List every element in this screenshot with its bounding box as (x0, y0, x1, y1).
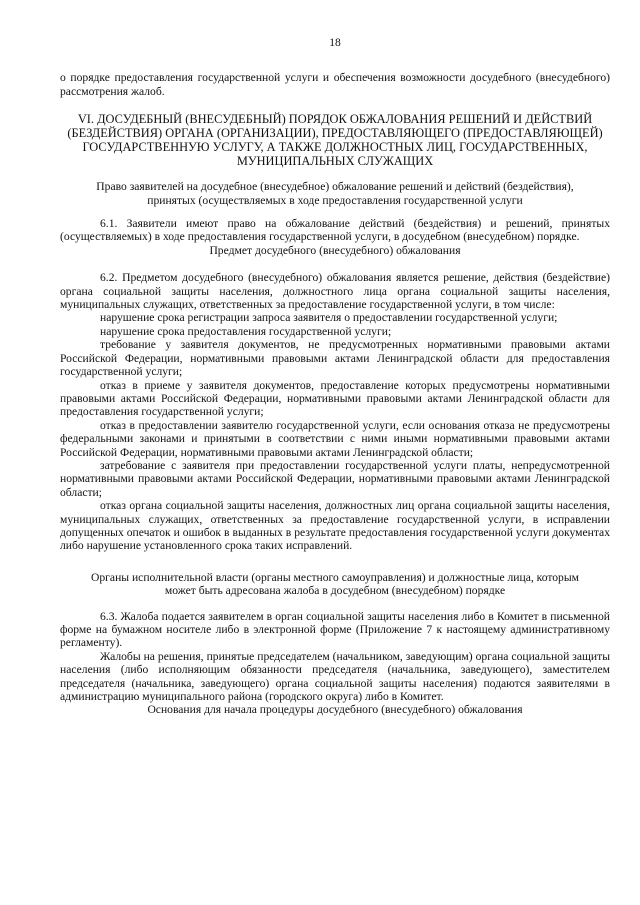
paragraph-6-1: 6.1. Заявители имеют право на обжалование действий (бездействия) и решений, принятых (осуществляемых) в ходе предоставления государственной услуги, в досудебном (внесудебном) порядке. (60, 217, 610, 244)
list-item: отказ в приеме у заявителя документов, предоставление которых предусмотрены нормативными правовыми актами Российской Федерации, нормативными правовыми актами Ленинградской области для предоставления государственной услуги; (60, 378, 610, 419)
page-number: 18 (329, 36, 341, 49)
subheading-appeal-bodies: Органы исполнительной власти (органы местного самоуправления) и должностные лица, которым может быть адресована жалоба в досудебном (внесудебном) порядке (91, 570, 579, 598)
section-title: VI. ДОСУДЕБНЫЙ (ВНЕСУДЕБНЫЙ) ПОРЯДОК ОБЖАЛОВАНИЯ РЕШЕНИЙ И ДЕЙСТВИЙ (БЕЗДЕЙСТВИЯ) ОРГАНА (ОРГАНИЗАЦИИ), ПРЕДОСТАВЛЯЮЩЕГО (ПРЕДОСТАВЛЯЮЩЕЙ) ГОСУДАРСТВЕННУЮ УСЛУГУ, А ТАКЖЕ ДОЛЖНОСТНЫХ ЛИЦ, ГОСУДАРСТВЕННЫХ, МУНИЦИПАЛЬНЫХ СЛУЖАЩИХ (67, 112, 603, 169)
list-item: отказ в предоставлении заявителю государственной услуги, если основания отказа не предусмотрены федеральными законами и принятыми в соответствии с ними иными нормативными правовыми актами Российской Федерации, нормативными правовыми актами Ленинградской области; (60, 418, 610, 459)
subheading-appeal-right: Право заявителей на досудебное (внесудебное) обжалование решений и действий (бездействия), принятых (осуществляемых в ходе предоставления государственной услуги (96, 180, 574, 207)
subheading-appeal-grounds: Основания для начала процедуры досудебного (внесудебного) обжалования (147, 703, 523, 717)
list-item: нарушение срока регистрации запроса заявителя о предоставлении государственной услуги; (100, 311, 558, 325)
paragraph-6-3: 6.3. Жалоба подается заявителем в орган социальной защиты населения либо в Комитет в письменной форме на бумажном носителе либо в электронной форме (Приложение 7 к настоящему административному регламенту). (60, 609, 610, 650)
paragraph-complaints: Жалобы на решения, принятые председателем (начальником, заведующим) органа социальной защиты населения (либо исполняющим обязанности председателя (начальника, заведующего), заместителем председателя (начальника, заведующего) органа социальной защиты населения) подаются заявителями в администрацию муниципального района (городского округа) либо в Комитет. (60, 649, 610, 704)
list-item: требование у заявителя документов, не предусмотренных нормативными правовыми актами Российской Федерации, нормативными правовыми актами Ленинградской области для предоставления государственной услуги; (60, 338, 610, 379)
document-page (60, 36, 610, 727)
paragraph-6-2: 6.2. Предметом досудебного (внесудебного) обжалования является решение, действия (бездействие) органа социальной защиты населения, должностного лица органа социальной защиты населения, муниципальных служащих, ответственных за предоставление государственной услуги, в том числе: (60, 271, 610, 312)
subheading-appeal-subject: Предмет досудебного (внесудебного) обжалования (209, 243, 461, 257)
list-item: нарушение срока предоставления государственной услуги; (100, 324, 392, 338)
list-item: затребование с заявителя при предоставлении государственной услуги платы, непредусмотренной нормативными правовыми актами Российской Федерации, нормативными правовыми актами Ленинградской области; (60, 458, 610, 499)
list-item: отказ органа социальной защиты населения, должностных лиц органа социальной защиты населения, муниципальных служащих, ответственных за предоставление государственной услуги, в исправлении допущенных опечаток и ошибок в выданных в результате предоставления государственной услуги документах либо нарушение установленного срока таких исправлений. (60, 499, 610, 553)
intro-paragraph: о порядке предоставления государственной услуги и обеспечения возможности досудебного (внесудебного) рассмотрения жалоб. (60, 71, 610, 98)
